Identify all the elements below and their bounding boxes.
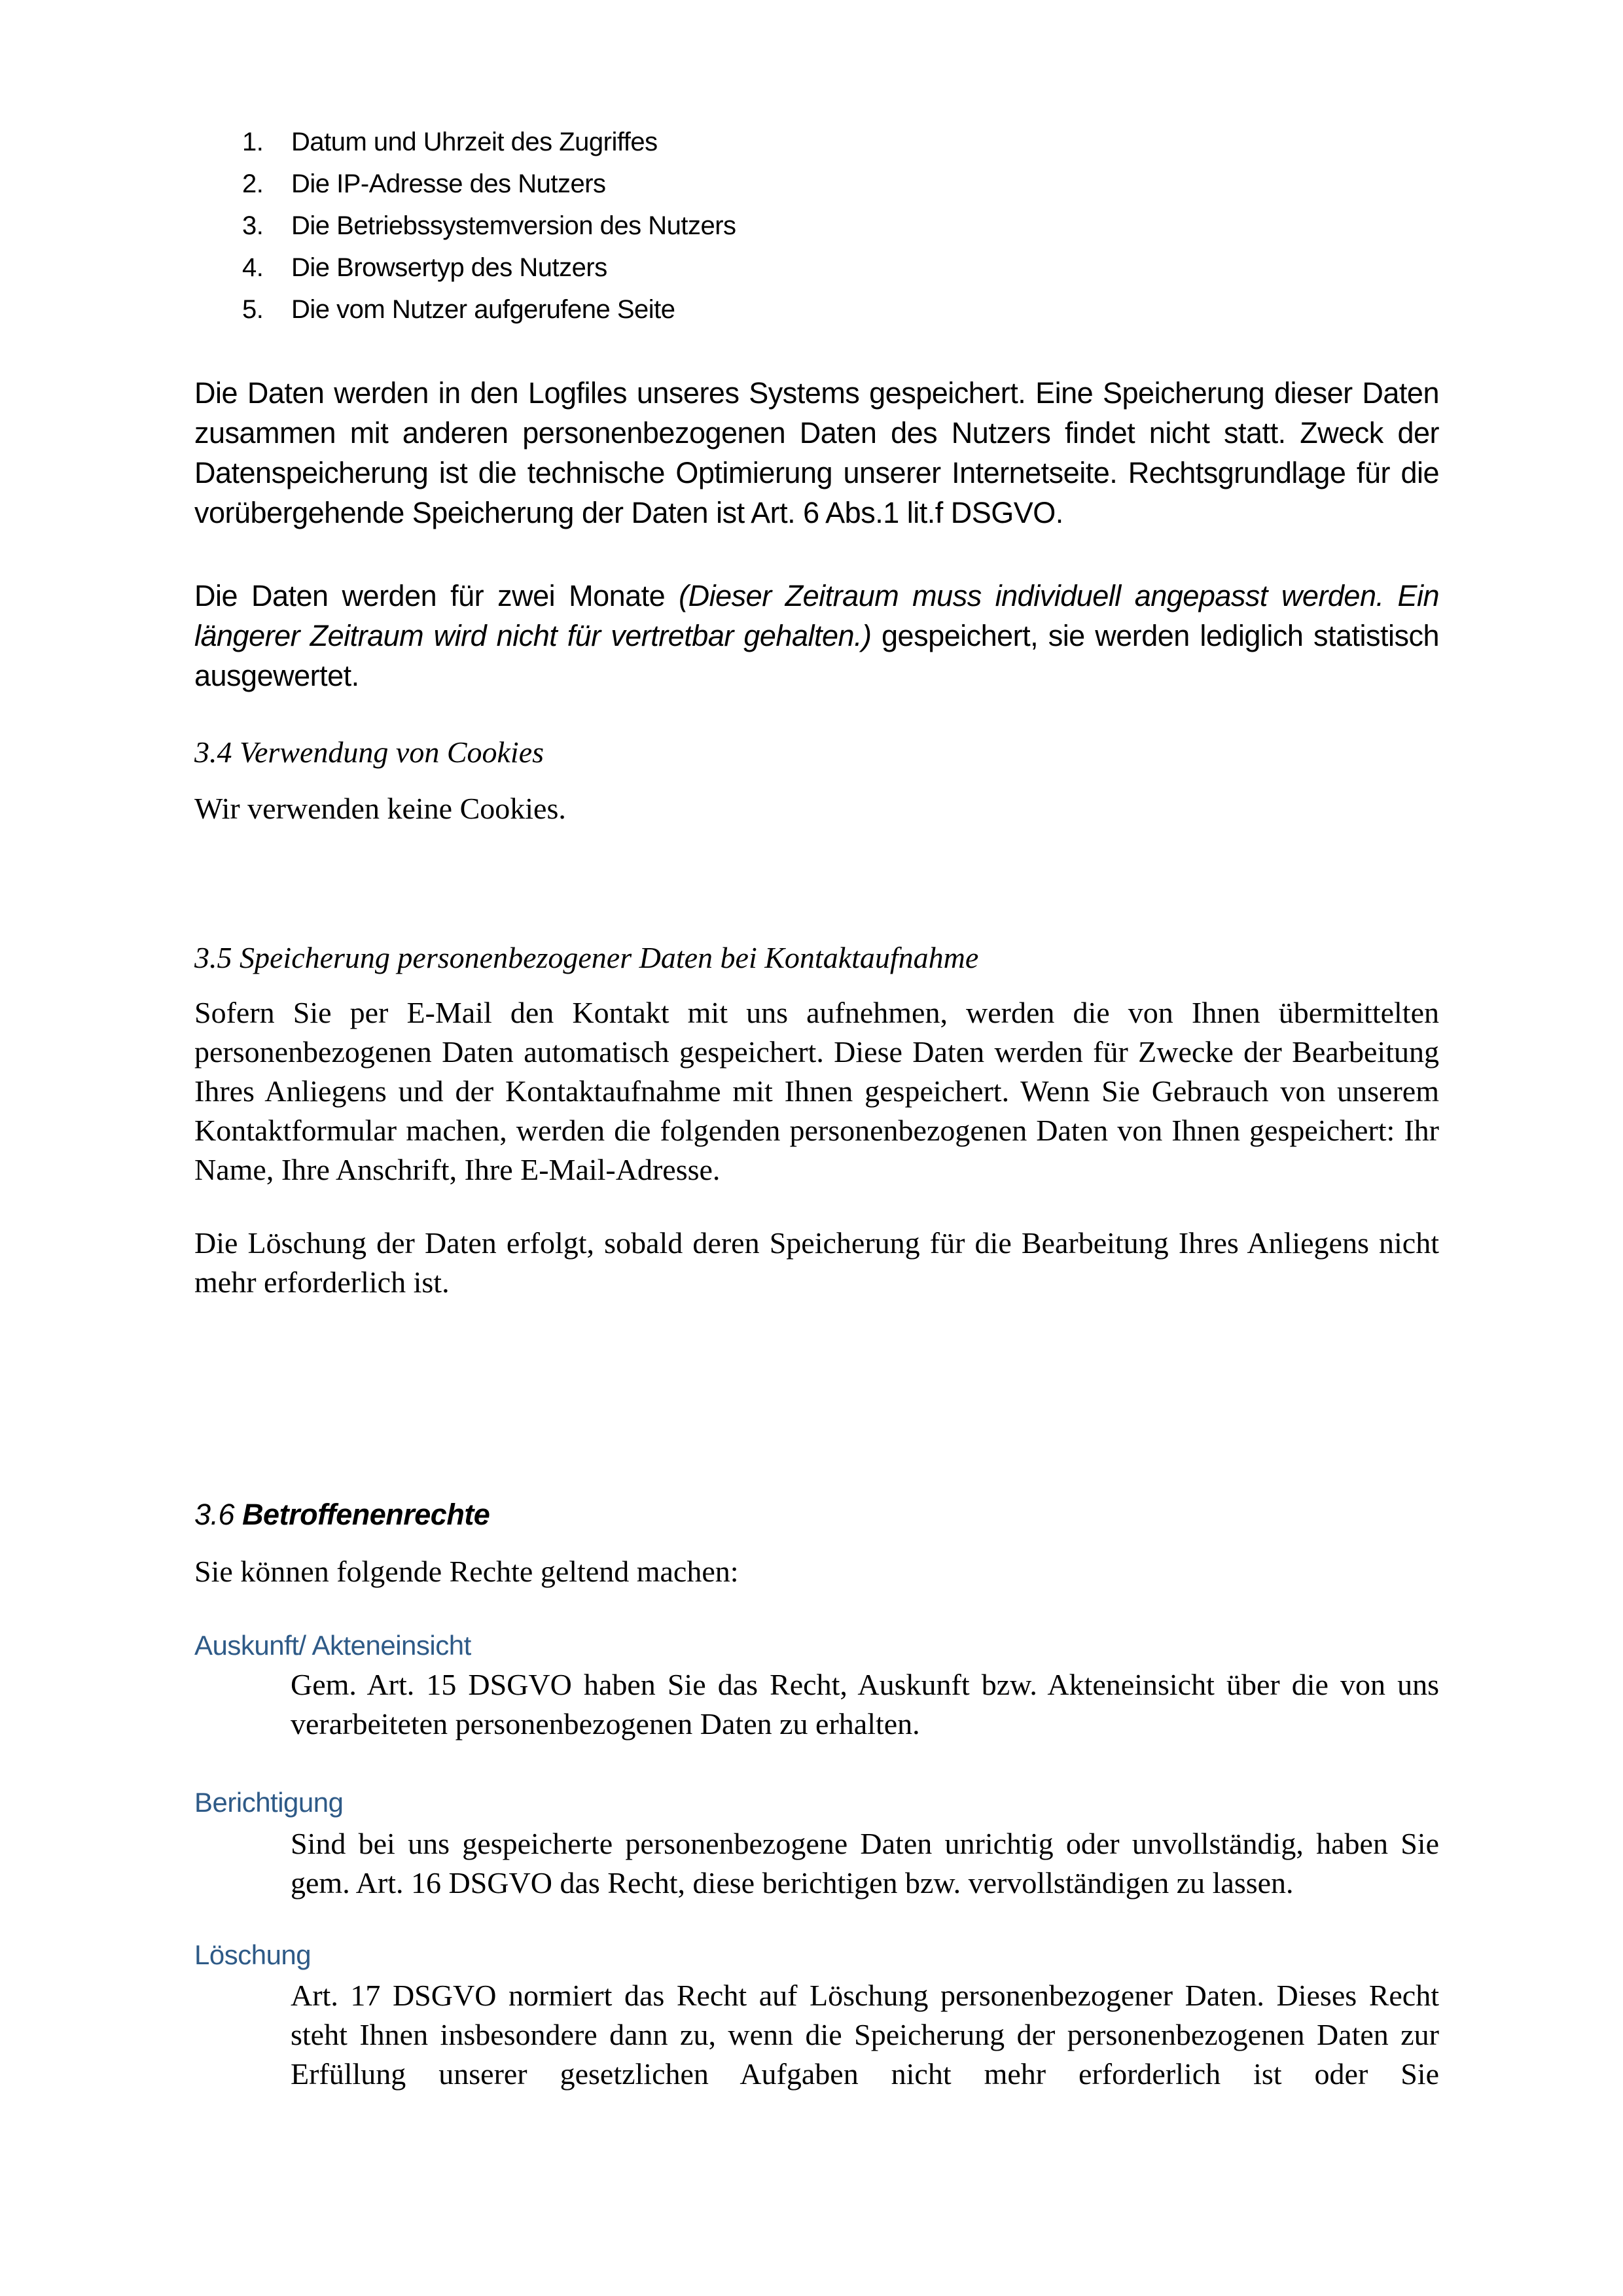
section-3-4-heading: 3.4 Verwendung von Cookies bbox=[194, 735, 544, 769]
section-3-6-heading bbox=[194, 1495, 490, 1534]
contact-paragraph: Sofern Sie per E-Mail den Kontakt mit uns aufnehmen, werden die von Ihnen übermittelten personenbezogenen Daten automatisch gespeichert. Diese Daten werden für Zwecke der Bearbeitung Ihres Anliegens und der Kontaktaufnahme mit Ihnen gespeichert. Wenn Sie Gebrauch von unserem Kontaktformular machen, werden die folgenden personenbezogenen Daten von Ihnen gespeichert: Ihr Name, Ihre Anschrift, Ihre E-Mail-Adresse. bbox=[194, 996, 1439, 1186]
list-number: 3. bbox=[242, 211, 264, 240]
retention-paragraph bbox=[194, 576, 1439, 696]
retention-text-before: Die Daten werden für zwei Monate bbox=[194, 579, 679, 612]
list-text: Die IP-Adresse des Nutzers bbox=[291, 169, 606, 198]
list-number: 1. bbox=[242, 128, 264, 156]
retention-text-after: gespeichert, sie werden lediglich statistisch ausgewertet. bbox=[194, 619, 1439, 692]
list-number: 4. bbox=[242, 253, 264, 282]
cookies-paragraph: Wir verwenden keine Cookies. bbox=[194, 792, 566, 825]
right-text-auskunft: Gem. Art. 15 DSGVO haben Sie das Recht, Auskunft bzw. Akteneinsicht über die von uns verarbeiteten personenbezogenen Daten zu erhalten. bbox=[291, 1668, 1439, 1740]
logfiles-paragraph: Die Daten werden in den Logfiles unseres Systems gespeichert. Eine Speicherung dieser Daten zusammen mit anderen personenbezogenen Daten des Nutzers findet nicht statt. Zweck der Datenspeicherung ist die technische Optimierung unserer Internetseite. Rechtsgrundlage für die vorübergehende Speicherung der Daten ist Art. 6 Abs.1 lit.f DSGVO. bbox=[194, 376, 1439, 529]
list-item bbox=[242, 163, 1224, 205]
retention-note: (Dieser Zeitraum muss individuell angepasst werden. Ein längerer Zeitraum wird nicht für vertretbar gehalten.) bbox=[194, 579, 1439, 652]
list-item bbox=[242, 121, 1224, 163]
section-3-6-number: 3.6 bbox=[194, 1498, 243, 1531]
contact-deletion-paragraph: Die Löschung der Daten erfolgt, sobald deren Speicherung für die Bearbeitung Ihres Anliegens nicht mehr erforderlich ist. bbox=[194, 1226, 1439, 1299]
section-3-6-title: Betroffenenrechte bbox=[242, 1498, 490, 1531]
list-item bbox=[242, 247, 1224, 289]
right-text-loeschung: Art. 17 DSGVO normiert das Recht auf Löschung personenbezogener Daten. Dieses Recht steht Ihnen insbesondere dann zu, wenn die Speicherung der personenbezogenen Daten zur Erfüllung unserer gesetzlichen Aufgaben nicht mehr erforderlich ist oder Sie bbox=[291, 1979, 1439, 2091]
right-heading-auskunft: Auskunft/ Akteneinsicht bbox=[194, 1630, 471, 1661]
list-item bbox=[242, 205, 1224, 247]
list-number: 5. bbox=[242, 295, 264, 324]
list-number: 2. bbox=[242, 169, 264, 198]
list-text: Die vom Nutzer aufgerufene Seite bbox=[291, 295, 675, 324]
right-heading-loeschung: Löschung bbox=[194, 1939, 312, 1970]
logged-data-list bbox=[242, 121, 1224, 330]
list-text: Die Betriebssystemversion des Nutzers bbox=[291, 211, 736, 240]
right-text-berichtigung: Sind bei uns gespeicherte personenbezogene Daten unrichtig oder unvollständig, haben Sie gem. Art. 16 DSGVO das Recht, diese berichtigen bzw. vervollständigen zu lassen. bbox=[291, 1827, 1439, 1899]
right-heading-berichtigung: Berichtigung bbox=[194, 1787, 344, 1818]
section-3-5-heading: 3.5 Speicherung personenbezogener Daten bei Kontaktaufnahme bbox=[194, 941, 979, 974]
rights-intro: Sie können folgende Rechte geltend machen: bbox=[194, 1555, 739, 1588]
list-item bbox=[242, 289, 1224, 330]
list-text: Datum und Uhrzeit des Zugriffes bbox=[291, 128, 658, 156]
list-text: Die Browsertyp des Nutzers bbox=[291, 253, 607, 282]
